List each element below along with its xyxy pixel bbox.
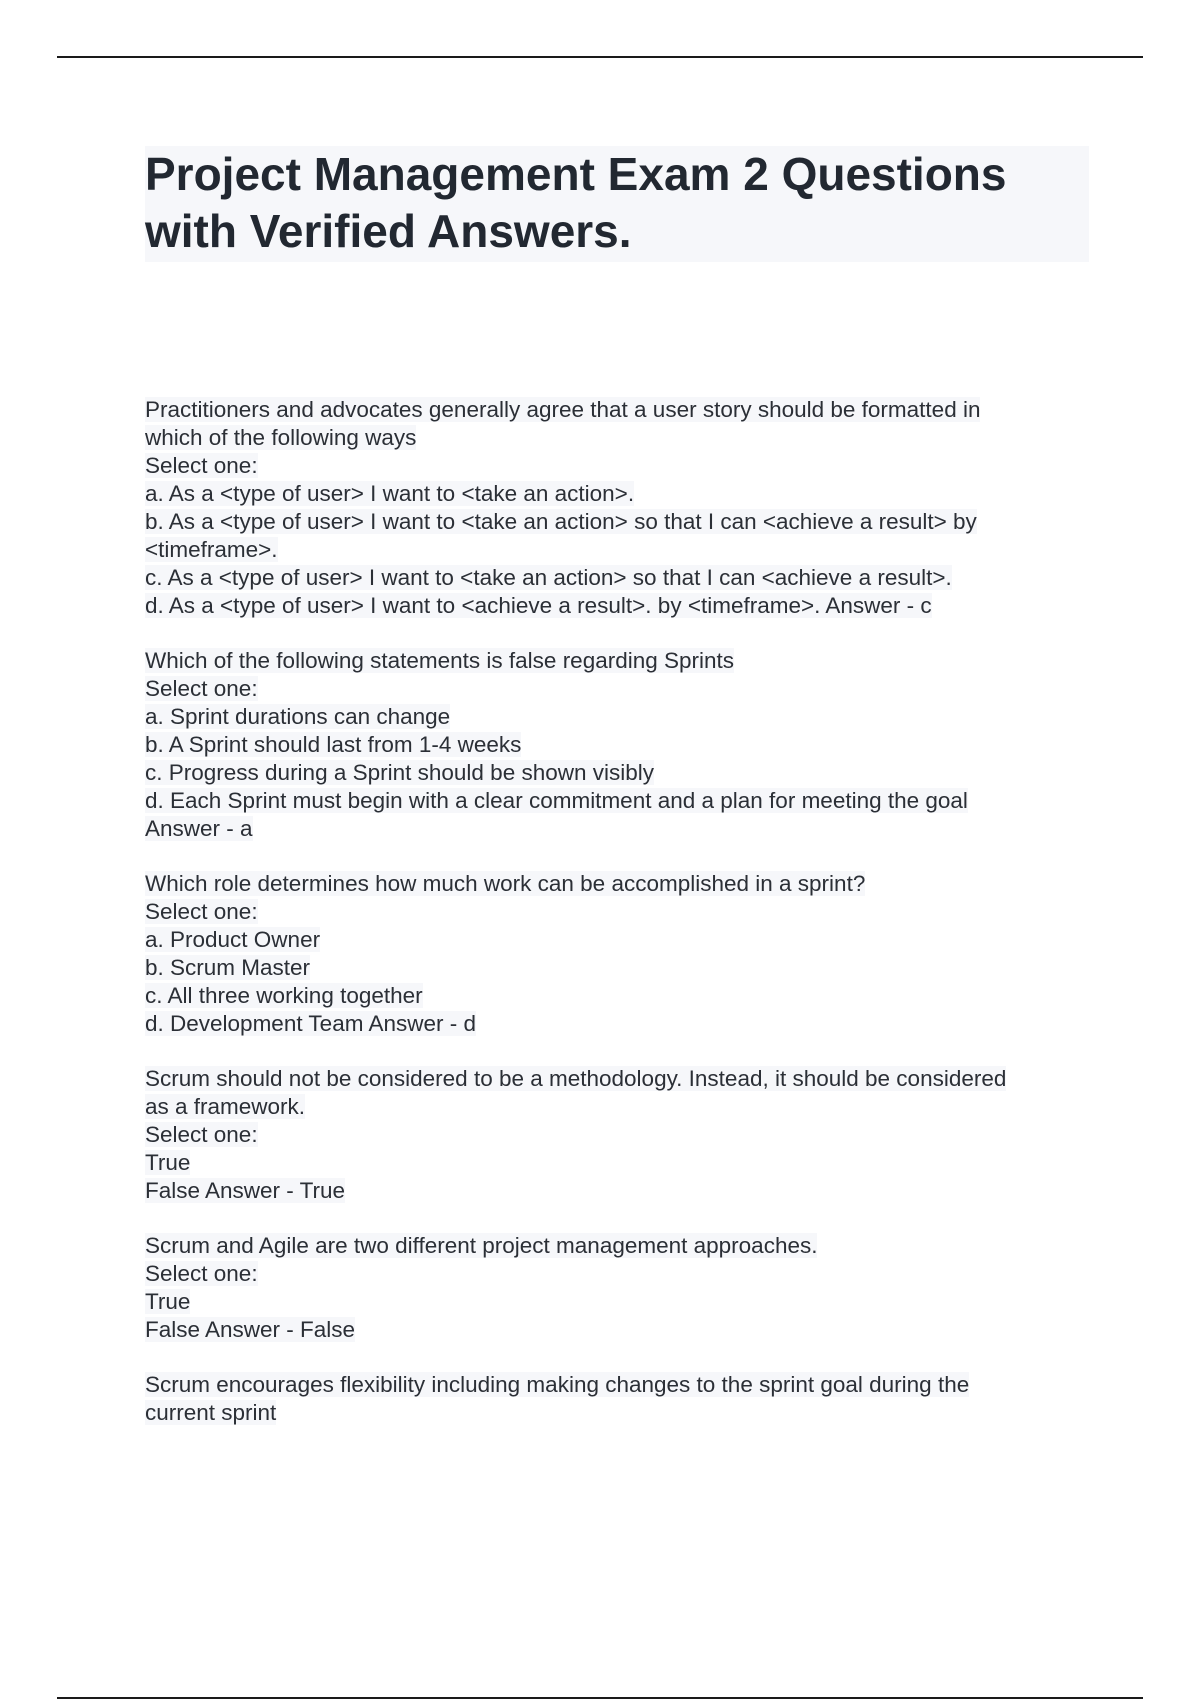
- text-line: c. As a <type of user> I want to <take an action> so that I can <achieve a result>.: [145, 565, 952, 590]
- question-block-6: [145, 1371, 1085, 1427]
- text-line: True: [145, 1150, 191, 1175]
- text-line: d. Development Team Answer - d: [145, 1011, 476, 1036]
- text-line: False Answer - True: [145, 1178, 346, 1203]
- text-line: Select one:: [145, 1122, 258, 1147]
- text-line: d. Each Sprint must begin with a clear commitment and a plan for meeting the goal: [145, 788, 968, 813]
- questions-list: [145, 396, 1085, 1454]
- text-line: a. Sprint durations can change: [145, 704, 451, 729]
- text-line: Answer - a: [145, 816, 253, 841]
- question-block-2: [145, 647, 1085, 843]
- text-line: as a framework.: [145, 1094, 306, 1119]
- top-rule: [57, 56, 1143, 58]
- text-line: Scrum and Agile are two different project management approaches.: [145, 1233, 818, 1258]
- text-line: a. Product Owner: [145, 927, 321, 952]
- question-block-5: [145, 1232, 1085, 1344]
- title-line-1: Project Management Exam 2 Questions: [145, 148, 1007, 200]
- text-line: d. As a <type of user> I want to <achieve a result>. by <timeframe>. Answer - c: [145, 593, 932, 618]
- text-line: Which of the following statements is false regarding Sprints: [145, 648, 735, 673]
- document-title: [145, 146, 1089, 262]
- text-line: Select one:: [145, 676, 258, 701]
- text-line: c. Progress during a Sprint should be shown visibly: [145, 760, 655, 785]
- text-line: Scrum should not be considered to be a methodology. Instead, it should be considered: [145, 1066, 1007, 1091]
- text-line: Select one:: [145, 453, 258, 478]
- text-line: Select one:: [145, 899, 258, 924]
- text-line: Practitioners and advocates generally agree that a user story should be formatted in: [145, 397, 981, 422]
- question-block-3: [145, 870, 1085, 1038]
- question-block-4: [145, 1065, 1085, 1205]
- text-line: False Answer - False: [145, 1317, 356, 1342]
- text-line: b. Scrum Master: [145, 955, 311, 980]
- text-line: b. As a <type of user> I want to <take an action> so that I can <achieve a result> by: [145, 509, 977, 534]
- title-block: [145, 146, 1089, 262]
- text-line: Select one:: [145, 1261, 258, 1286]
- text-line: Which role determines how much work can be accomplished in a sprint?: [145, 871, 866, 896]
- text-line: which of the following ways: [145, 425, 417, 450]
- title-line-2: with Verified Answers.: [145, 205, 632, 257]
- text-line: True: [145, 1289, 191, 1314]
- text-line: Scrum encourages flexibility including making changes to the sprint goal during the: [145, 1372, 970, 1397]
- text-line: b. A Sprint should last from 1-4 weeks: [145, 732, 522, 757]
- text-line: current sprint: [145, 1400, 277, 1425]
- bottom-rule: [57, 1697, 1143, 1699]
- text-line: a. As a <type of user> I want to <take an action>.: [145, 481, 635, 506]
- text-line: <timeframe>.: [145, 537, 278, 562]
- text-line: c. All three working together: [145, 983, 423, 1008]
- question-block-1: [145, 396, 1085, 620]
